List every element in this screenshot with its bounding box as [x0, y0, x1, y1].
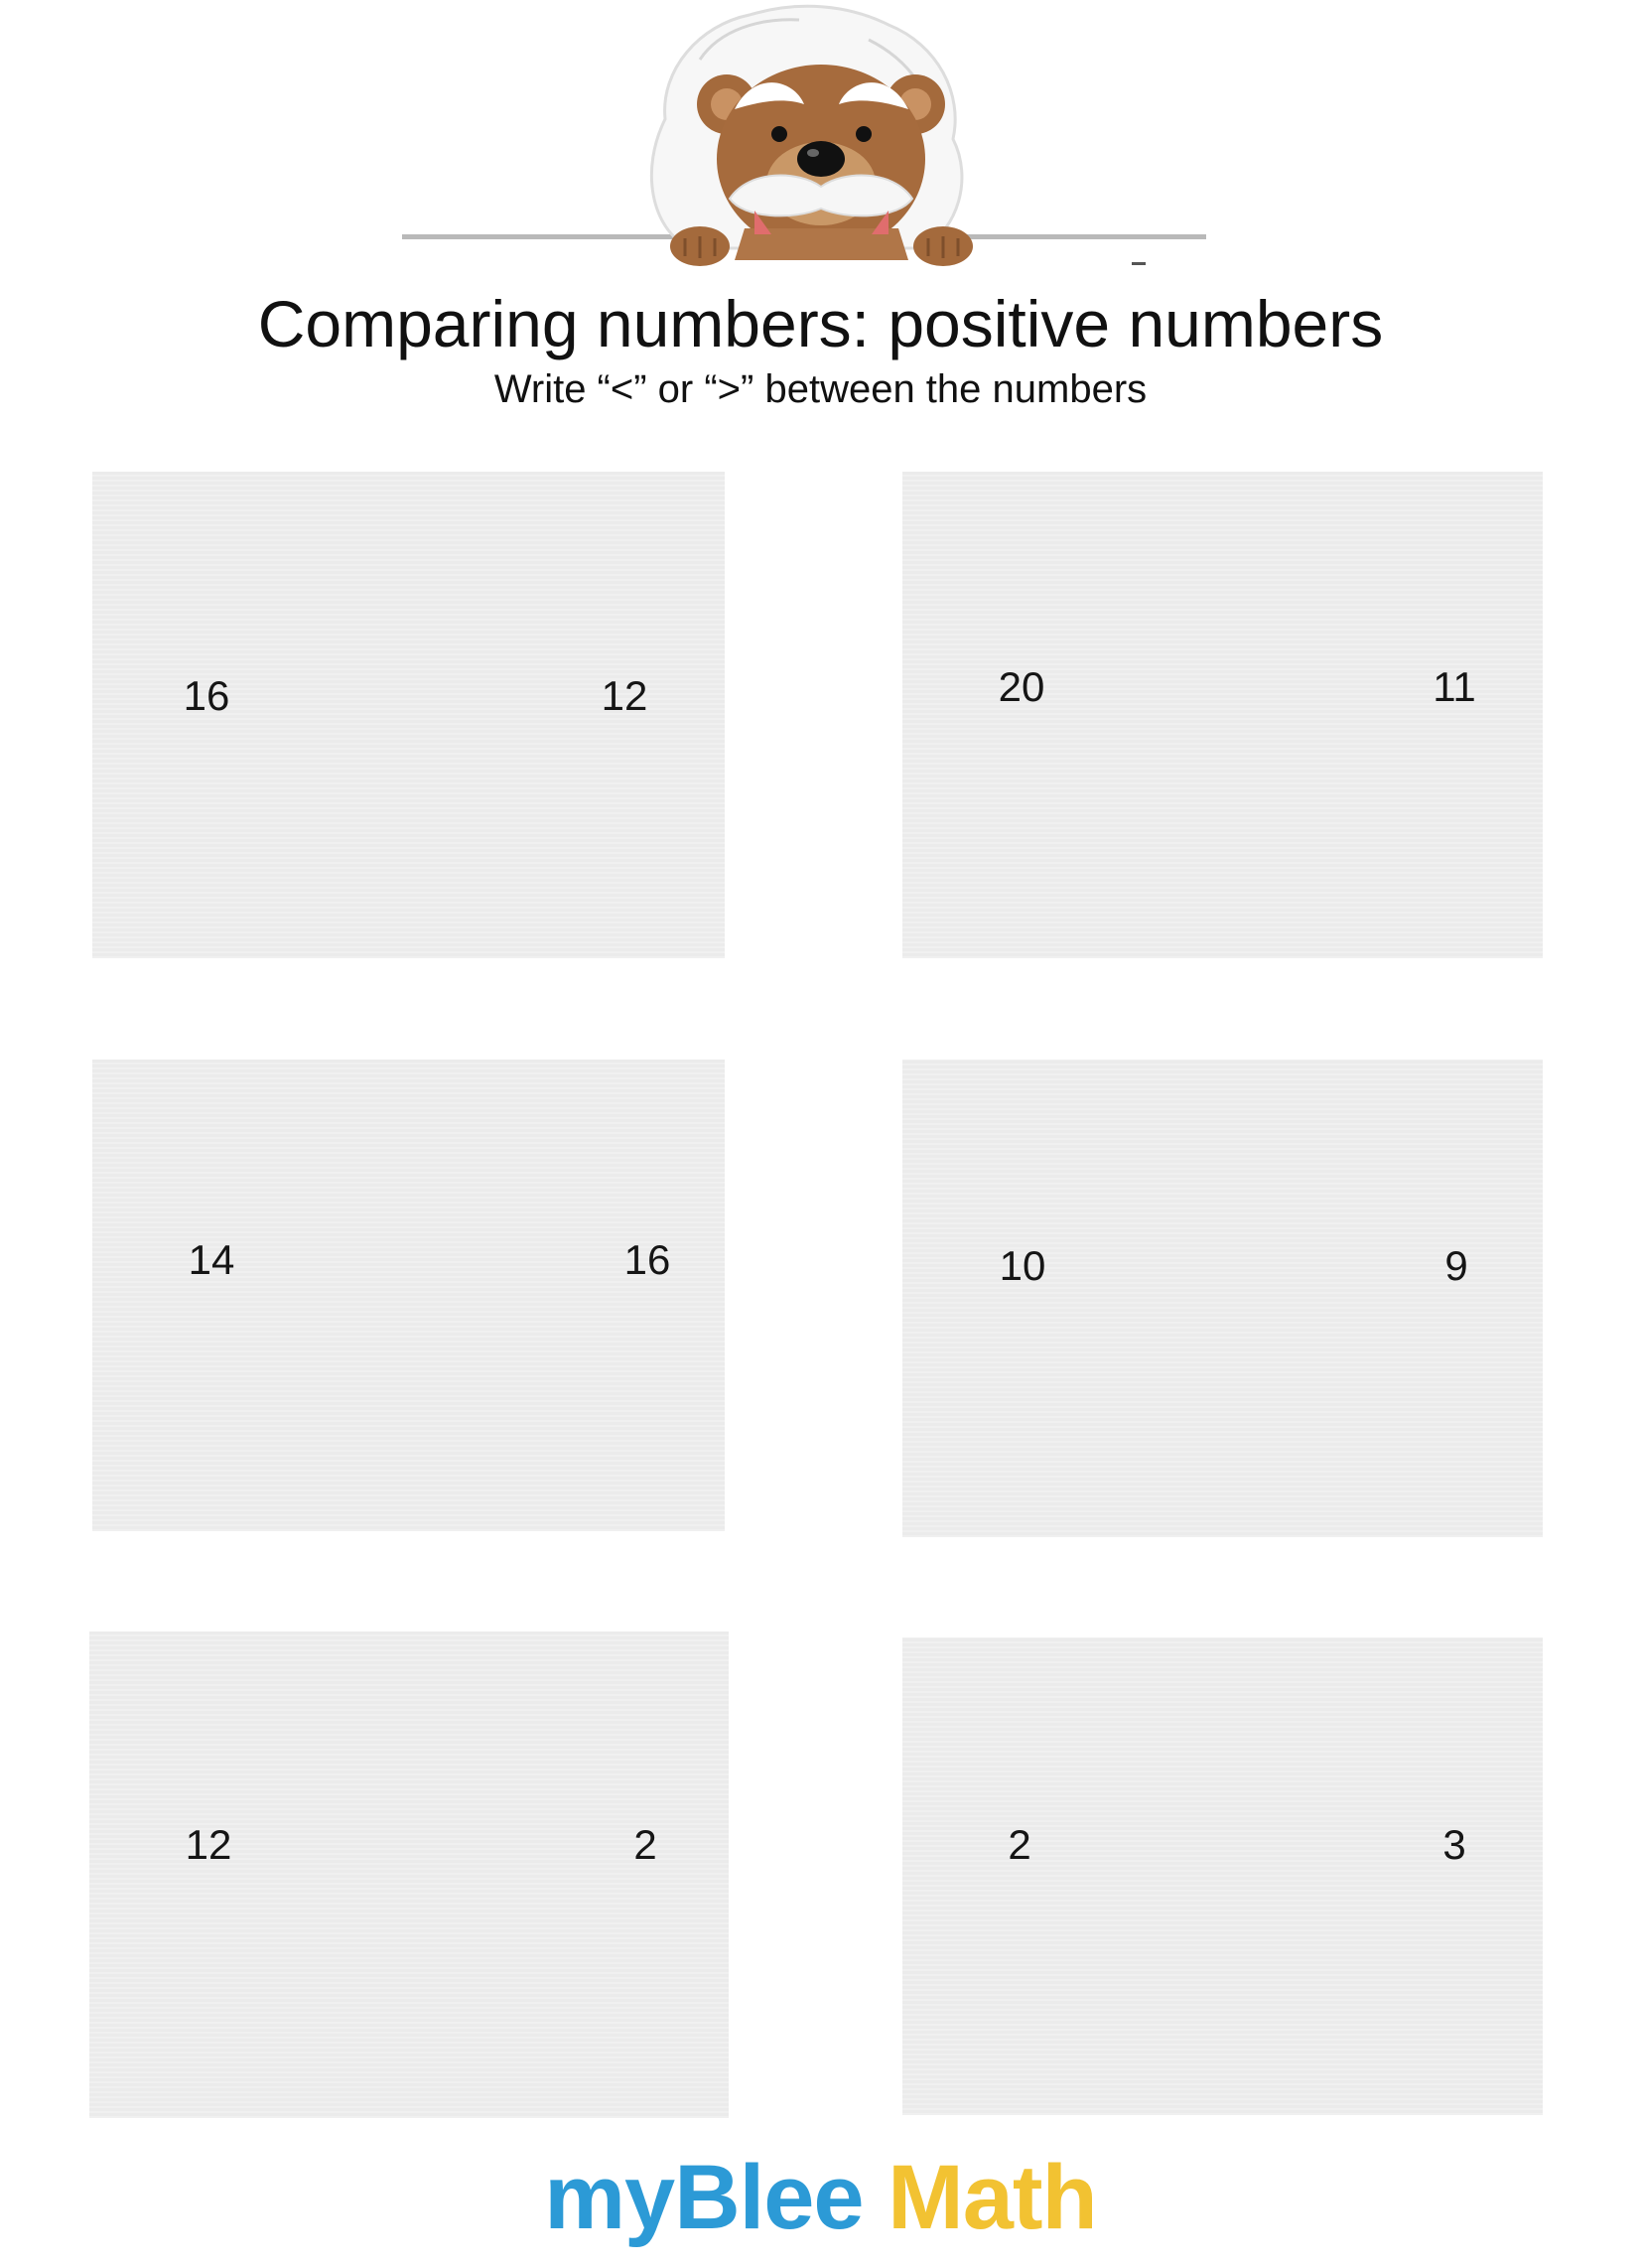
left-number: 10 — [999, 1242, 1046, 1289]
right-number: 9 — [1444, 1242, 1468, 1289]
right-number: 2 — [633, 1821, 657, 1868]
exercise-card-6[interactable] — [902, 1637, 1543, 2115]
left-number: 12 — [185, 1821, 232, 1868]
right-number: 11 — [1433, 663, 1476, 710]
page-title: Comparing numbers: positive numbers — [257, 287, 1384, 360]
right-number: 3 — [1442, 1821, 1466, 1868]
brand-part-myblee: myBlee — [544, 2147, 864, 2248]
exercise-card-3[interactable] — [92, 1060, 725, 1531]
left-number: 2 — [1008, 1821, 1031, 1868]
exercise-card-2[interactable] — [902, 472, 1543, 958]
left-number: 20 — [998, 663, 1045, 710]
exercise-card-4[interactable] — [902, 1060, 1543, 1537]
right-number: 16 — [623, 1236, 671, 1283]
bear-mascot-icon — [402, 0, 1236, 278]
brand-logo — [0, 2143, 1641, 2252]
brand-part-math: Math — [888, 2147, 1097, 2248]
right-number: 12 — [601, 672, 648, 719]
exercise-card-5[interactable] — [89, 1631, 729, 2118]
instruction-text: Write “<” or “>” between the numbers — [493, 367, 1148, 411]
exercise-card-1[interactable] — [92, 472, 725, 958]
left-number: 14 — [188, 1236, 235, 1283]
left-number: 16 — [183, 672, 230, 719]
